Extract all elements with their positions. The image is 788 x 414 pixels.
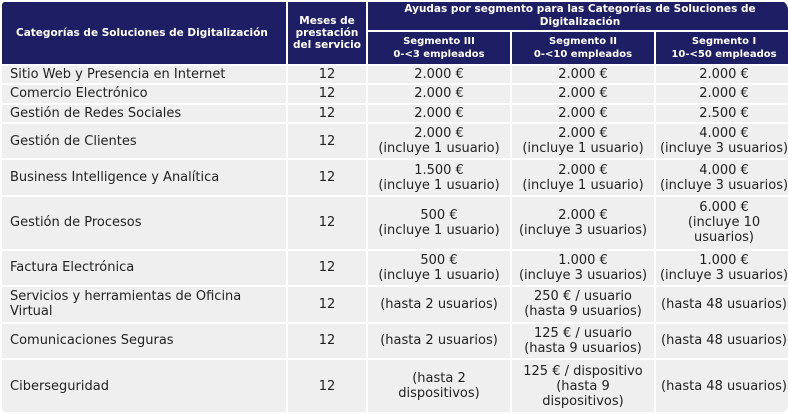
header-category: Categorías de Soluciones de Digitalización [2, 2, 286, 64]
months-cell: 12 [288, 197, 366, 249]
months-cell: 12 [288, 324, 366, 359]
months-cell: 12 [288, 105, 366, 122]
table-row [2, 160, 788, 195]
amount-line: (hasta 2 dispositivos) [398, 371, 480, 402]
amount-line: 2.000 € [558, 126, 608, 141]
months-cell: 12 [288, 66, 366, 83]
segment-amount-cell [656, 160, 788, 195]
amount-line: (hasta 48 usuarios) [661, 378, 787, 394]
segment-amount-cell [656, 105, 788, 122]
months-cell: 12 [288, 85, 366, 102]
segment-amount-cell [368, 251, 510, 286]
category-cell: Servicios y herramientas de Oficina Virtual [2, 287, 286, 322]
segment-amount-cell [656, 287, 788, 322]
amount-line: 6.000 € [699, 200, 749, 216]
segment-range: 0-<10 empleados [533, 49, 633, 60]
segment-amount-cell [512, 360, 654, 412]
category-cell: Business Intelligence y Analítica [2, 160, 286, 195]
segment-range: 10-<50 empleados [671, 49, 777, 60]
segment-amount-cell [368, 287, 510, 322]
amount-line: (hasta 48 usuarios) [661, 333, 787, 349]
amount-line: (hasta 9 usuarios) [524, 340, 642, 356]
amount-line: 250 € / usuario [534, 289, 632, 305]
amount-line: 2.000 € [414, 67, 464, 83]
amount-line: 2.000 € [558, 86, 608, 102]
amount-line: 2.000 € [558, 207, 608, 223]
segment-amount-cell [656, 251, 788, 286]
amount-line: 125 € / usuario [534, 325, 632, 341]
months-cell: 12 [288, 287, 366, 322]
amount-line: 2.000 € [699, 67, 749, 83]
category-cell: Gestión de Procesos [2, 197, 286, 249]
amount-line: (hasta 2 usuarios) [380, 333, 498, 349]
table-row [2, 197, 788, 249]
amount-line: (hasta 9 dispositivos) [542, 378, 624, 409]
amount-line: 1.000 € [699, 252, 749, 268]
amount-line: 4.000 € [699, 126, 749, 141]
segment-amount-cell [656, 124, 788, 159]
category-cell: Ciberseguridad [2, 360, 286, 412]
amount-line: 2.000 € [558, 162, 608, 178]
table-row [2, 105, 788, 122]
amount-line: 125 € / dispositivo [523, 363, 643, 379]
segment-amount-cell [512, 251, 654, 286]
segment-range: 0-<3 empleados [393, 49, 485, 60]
table-row [2, 66, 788, 83]
segment-amount-cell [656, 360, 788, 412]
amount-line: (hasta 48 usuarios) [661, 296, 787, 312]
months-cell: 12 [288, 360, 366, 412]
amount-line: (incluye 1 usuario) [378, 141, 500, 156]
amount-line: (incluye 3 usuarios) [659, 267, 788, 283]
amount-line: 2.500 € [699, 105, 749, 121]
segment-amount-cell [368, 324, 510, 359]
segment-amount-cell [368, 85, 510, 102]
amount-line: (incluye 1 usuario) [378, 177, 500, 193]
table-row [2, 251, 788, 286]
segment-amount-cell [512, 124, 654, 159]
table-body [2, 66, 788, 412]
amount-line: (incluye 1 usuario) [378, 267, 500, 283]
amount-line: 2.000 € [558, 105, 608, 121]
table-row [2, 287, 788, 322]
amount-line: 2.000 € [414, 126, 464, 141]
amount-line: (incluye 3 usuarios) [518, 267, 648, 283]
category-cell: Comercio Electrónico [2, 85, 286, 102]
header-segment-iii [368, 32, 510, 64]
amount-line: 2.000 € [699, 86, 749, 102]
amount-line: (incluye 1 usuario) [522, 141, 644, 156]
segment-amount-cell [512, 66, 654, 83]
table-row [2, 124, 788, 159]
category-cell: Factura Electrónica [2, 251, 286, 286]
segment-amount-cell [512, 324, 654, 359]
segment-name: Segmento I [691, 36, 757, 47]
segment-amount-cell [368, 197, 510, 249]
amount-line: (hasta 9 usuarios) [524, 304, 642, 320]
amount-line: 1.000 € [558, 252, 608, 268]
amount-line: (hasta 2 usuarios) [380, 296, 498, 312]
months-cell: 12 [288, 251, 366, 286]
amount-line: (incluye 3 usuarios) [659, 177, 788, 193]
amount-line: (incluye 3 usuarios) [518, 222, 648, 238]
segment-amount-cell [368, 360, 510, 412]
table-row [2, 360, 788, 412]
segment-amount-cell [512, 197, 654, 249]
category-cell: Gestión de Clientes [2, 124, 286, 159]
segment-amount-cell [656, 85, 788, 102]
segment-amount-cell [656, 197, 788, 249]
segment-amount-cell [656, 66, 788, 83]
months-cell: 12 [288, 160, 366, 195]
segment-amount-cell [656, 324, 788, 359]
segment-name: Segmento III [403, 36, 475, 47]
table-row [2, 85, 788, 102]
amount-line: (incluye 1 usuario) [378, 222, 500, 238]
segment-amount-cell [512, 105, 654, 122]
segment-amount-cell [368, 105, 510, 122]
header-segment-ii [512, 32, 654, 64]
segment-amount-cell [368, 160, 510, 195]
amount-line: (incluye 10 usuarios) [687, 215, 761, 246]
header-segment-i [656, 32, 788, 64]
segment-amount-cell [512, 160, 654, 195]
amount-line: 4.000 € [699, 162, 749, 178]
category-cell: Comunicaciones Seguras [2, 324, 286, 359]
amount-line: (incluye 1 usuario) [522, 177, 644, 193]
segment-amount-cell [512, 287, 654, 322]
category-cell: Gestión de Redes Sociales [2, 105, 286, 122]
months-cell: 12 [288, 124, 366, 159]
amount-line: (incluye 3 usuarios) [659, 141, 788, 156]
table-row [2, 324, 788, 359]
segment-name: Segmento II [548, 36, 618, 47]
amount-line: 500 € [420, 207, 458, 223]
header-months: Meses de prestación del servicio [288, 2, 366, 64]
amount-line: 2.000 € [558, 67, 608, 83]
amount-line: 1.500 € [414, 162, 464, 178]
segment-amount-cell [512, 85, 654, 102]
amount-line: 2.000 € [414, 105, 464, 121]
amount-line: 500 € [420, 252, 458, 268]
header-segment-group: Ayudas por segmento para las Categorías de Soluciones de Digitalización [368, 2, 788, 30]
segment-amount-cell [368, 124, 510, 159]
amount-line: 2.000 € [414, 86, 464, 102]
segment-amount-cell [368, 66, 510, 83]
category-cell: Sitio Web y Presencia en Internet [2, 66, 286, 83]
